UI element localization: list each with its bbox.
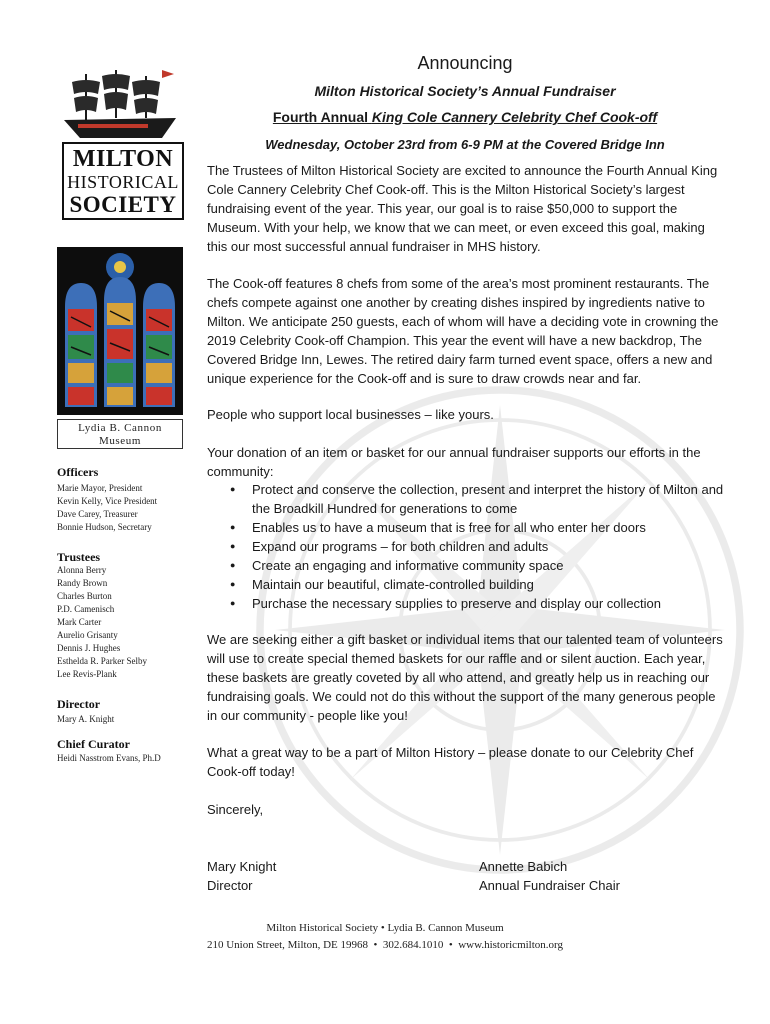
trustee-name: Alonna Berry — [57, 565, 107, 575]
cookoff-paragraph: The Cook-off features 8 chefs from some of the area’s most prominent restaurants. The chefs compete against one another by creating dishes inspired by ingredients native to Milton. We anticipate 250 guests, each of whom will have a deciding vote in crowning the 2019 Celebrity Cook-off Champion. This year the event will have a new backdrop, The Covered Bridge Inn, Lewes. The retired dairy farm turned event space, offers a new and unique experience for the Cook-off and is sure to draw crowds near and far. — [207, 276, 719, 386]
list-item: ● Expand our programs – for both children and adults — [230, 537, 725, 556]
benefits-list — [230, 480, 725, 613]
event-date: Wednesday, October 23rd from 6-9 PM at the Covered Bridge Inn — [265, 137, 665, 152]
officer-name: Dave Carey, Treasurer — [57, 509, 138, 519]
director-name: Mary A. Knight — [57, 714, 115, 724]
officers-heading: Officers — [57, 465, 99, 479]
director-list — [57, 713, 114, 726]
list-item: ● Enables us to have a museum that is free for all who enter her doors — [230, 518, 725, 537]
officer-name: Marie Mayor, President — [57, 483, 143, 493]
event-name: King Cole Cannery Celebrity Chef Cook-off — [371, 109, 658, 125]
officer-name: Kevin Kelly, Vice President — [57, 496, 158, 506]
trustee-name: Lee Revis-Plank — [57, 669, 117, 679]
curator-name: Heidi Nasstrom Evans, Ph.D — [57, 753, 161, 763]
officers-list — [57, 482, 157, 534]
event-heading — [205, 109, 725, 125]
trustee-name: Aurelio Grisanty — [57, 630, 118, 640]
footer-line-1: Milton Historical Society • Lydia B. Cannon Museum — [266, 922, 504, 934]
trustee-name: P.D. Camenisch — [57, 604, 115, 614]
museum-logo-line-2: Museum — [98, 435, 142, 447]
logo-line-historical: HISTORICAL — [67, 172, 179, 192]
announcing-heading: Announcing — [417, 53, 513, 73]
trustee-name: Dennis J. Hughes — [57, 643, 121, 653]
museum-logo-line-1: Lydia B. Cannon — [78, 422, 162, 434]
list-item: ● Create an engaging and informative community space — [230, 556, 725, 575]
trustee-name: Mark Carter — [57, 617, 102, 627]
footer — [0, 920, 770, 954]
closing-paragraph: What a great way to be a part of Milton History – please donate to our Celebrity Chef Cook-off today! — [207, 745, 694, 779]
director-heading: Director — [57, 697, 101, 711]
list-item: ● Protect and conserve the collection, present and interpret the history of Milton and the Broadkill Hundred for generations to come — [230, 480, 725, 518]
list-item: ● Maintain our beautiful, climate-controlled building — [230, 575, 725, 594]
logo-line-milton: MILTON — [72, 146, 174, 172]
logo-line-society: SOCIETY — [69, 192, 177, 217]
donation-paragraph: Your donation of an item or basket for our annual fundraiser supports our efforts in the community: — [207, 445, 701, 479]
curator-list — [57, 752, 161, 765]
ship-logo-icon — [58, 68, 182, 146]
footer-line-2: 210 Union Street, Milton, DE 19968 • 302.684.1010 • www.historicmilton.org — [206, 939, 564, 951]
fundraiser-heading: Milton Historical Society’s Annual Fundraiser — [314, 83, 616, 99]
curator-heading: Chief Curator — [57, 737, 130, 751]
signature-block — [207, 857, 276, 895]
signature-title: Annual Fundraiser Chair — [479, 878, 620, 893]
signature-name: Mary Knight — [207, 859, 277, 874]
sincerely-line: Sincerely, — [207, 802, 264, 817]
trustee-name: Esthelda R. Parker Selby — [57, 656, 147, 666]
stained-glass-window-image — [57, 247, 183, 415]
trustee-name: Randy Brown — [57, 578, 108, 588]
signature-name: Annette Babich — [479, 859, 568, 874]
trustees-list — [57, 564, 147, 681]
intro-paragraph: The Trustees of Milton Historical Society are excited to announce the Fourth Annual King Cole Cannery Celebrity Chef Cook-off. This is the Milton Historical Society’s largest fundraising event of the year. This year, our goal is to raise $50,000 to support the Museum. With your help, we know that we can meet, or even exceed this goal, making this our most successful annual fundraiser in MHS history. — [207, 163, 718, 254]
trustees-heading: Trustees — [57, 550, 101, 564]
trustee-name: Charles Burton — [57, 591, 112, 601]
baskets-paragraph: We are seeking either a gift basket or individual items that our talented team of volunteers will use to create special themed baskets for our raffle and or silent auction. Each year, these baskets are greatly coveted by all who attend, and greatly help us in reaching our fundraising goals. We could not do this without the support of the many generous people in our community - people like you! — [207, 632, 723, 723]
milton-society-logo — [62, 142, 184, 220]
event-prefix: Fourth Annual — [272, 109, 372, 125]
signature-title: Director — [207, 878, 253, 893]
officer-name: Bonnie Hudson, Secretary — [57, 522, 152, 532]
list-item: ● Purchase the necessary supplies to preserve and display our collection — [230, 594, 725, 613]
signature-block — [479, 857, 620, 895]
support-line: People who support local businesses – like yours. — [207, 407, 494, 422]
museum-logo — [57, 419, 183, 449]
